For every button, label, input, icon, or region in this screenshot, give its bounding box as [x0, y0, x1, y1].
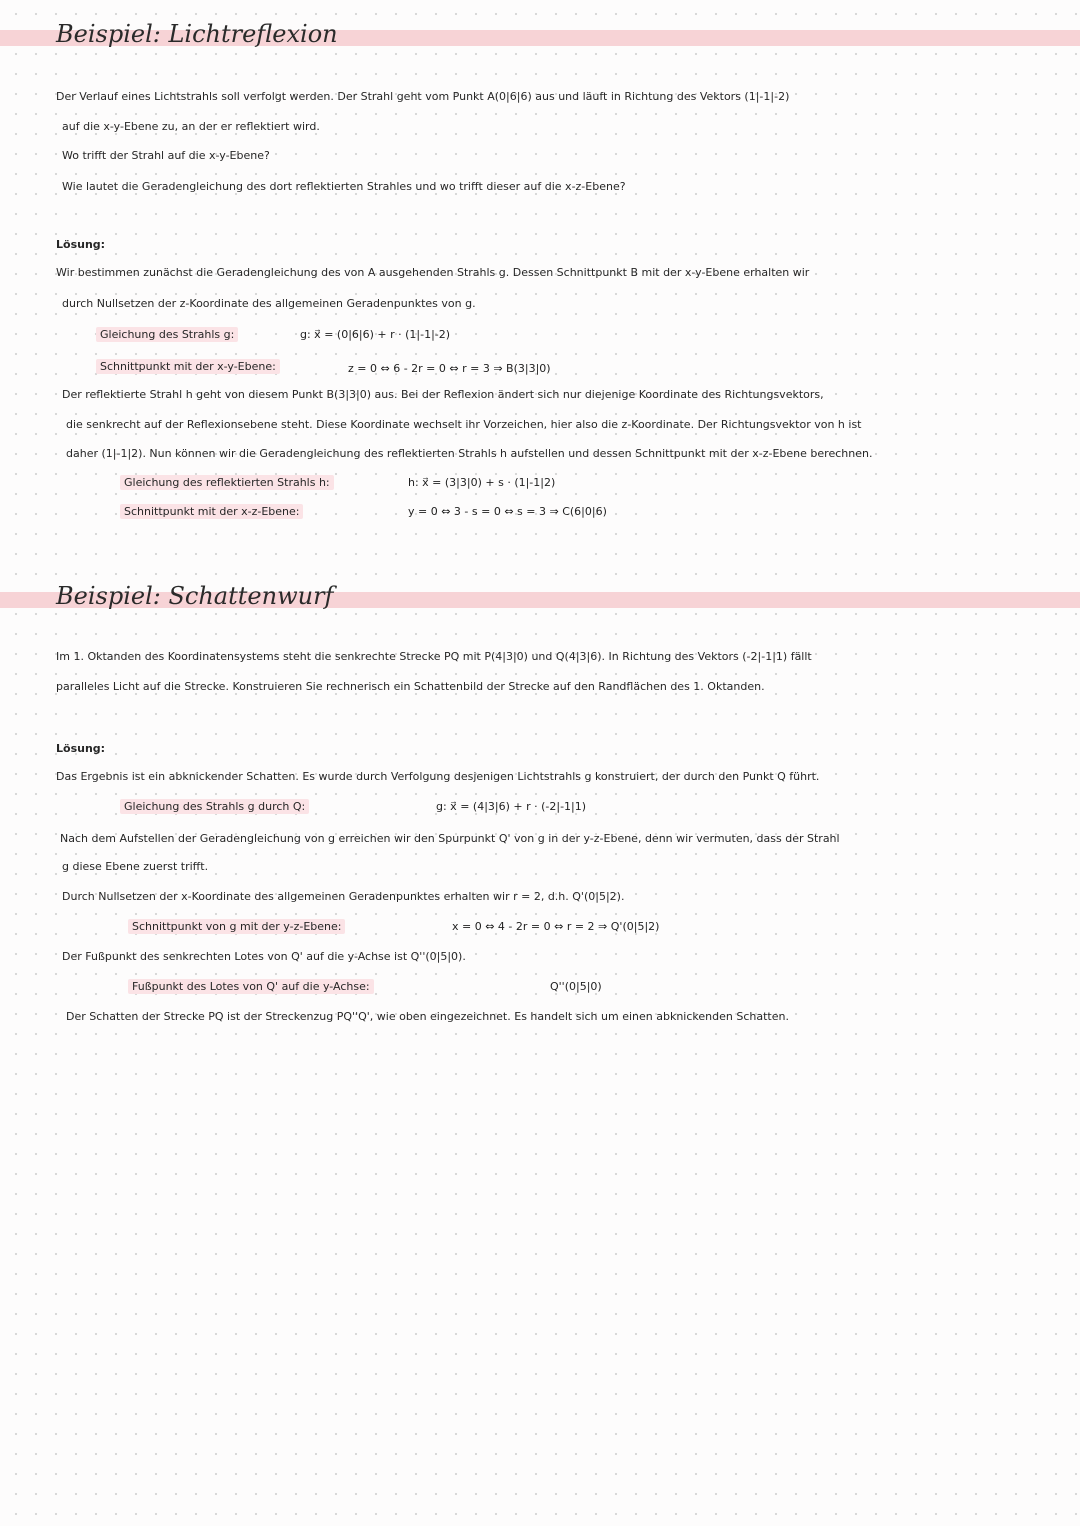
task-question: Wie lautet die Geradengleichung des dort reflektierten Strahles und wo trifft dieser auf die x-z-Ebene? — [62, 180, 626, 193]
intersection-label: Schnittpunkt mit der x-y-Ebene: — [96, 360, 280, 374]
solution-line: Der Fußpunkt des senkrechten Lotes von Q' auf die y-Achse ist Q''(0|5|0). — [62, 950, 466, 963]
task-question: Wo trifft der Strahl auf die x-y-Ebene? — [62, 149, 270, 162]
solution-line: durch Nullsetzen der z-Koordinate des allgemeinen Geradenpunktes von g. — [62, 297, 476, 310]
intersection-calc-yz: x = 0 ⇔ 4 - 2r = 0 ⇔ r = 2 ⇒ Q'(0|5|2) — [452, 920, 660, 933]
conclusion-line: Der Schatten der Strecke PQ ist der Streckenzug PQ''Q', wie oben eingezeichnet. Es handelt sich um einen abknickenden Schatten. — [66, 1010, 789, 1023]
solution-line: Wir bestimmen zunächst die Geradengleichung des von A ausgehenden Strahls g. Dessen Schnittpunkt B mit der x-y-Ebene erhalten wir — [56, 266, 810, 279]
solution-intro: Das Ergebnis ist ein abknickender Schatten. Es wurde durch Verfolgung desjenigen Lichtstrahls g konstruiert, der durch den Punkt Q führt. — [56, 770, 820, 783]
intersection-label-2: Schnittpunkt mit der x-z-Ebene: — [120, 505, 303, 519]
equation-label-h: Gleichung des reflektierten Strahls h: — [120, 476, 334, 490]
equation-h: h: x⃗ = (3|3|0) + s · (1|-1|2) — [408, 476, 556, 489]
solution-line: Nach dem Aufstellen der Geradengleichung von g erreichen wir den Spurpunkt Q' von g in der y-z-Ebene, denn wir vermuten, dass der Strahl — [60, 832, 840, 845]
solution-label: Lösung: — [56, 742, 106, 755]
section-title-schattenwurf: Beispiel: Schattenwurf — [56, 582, 334, 610]
intersection-calc-2: y = 0 ⇔ 3 - s = 0 ⇔ s = 3 ⇒ C(6|0|6) — [408, 505, 607, 518]
task-line: auf die x-y-Ebene zu, an der er reflektiert wird. — [62, 120, 320, 133]
equation-g: g: x⃗ = (0|6|6) + r · (1|-1|-2) — [300, 328, 451, 341]
task-line: Im 1. Oktanden des Koordinatensystems steht die senkrechte Strecke PQ mit P(4|3|0) und Q(4|3|6). In Richtung des Vektors (-2|-1|1) fällt — [56, 650, 812, 663]
equation-label-g2: Gleichung des Strahls g durch Q: — [120, 800, 309, 814]
solution-line: g diese Ebene zuerst trifft. — [62, 860, 209, 873]
foot-point: Q''(0|5|0) — [550, 980, 602, 993]
solution-line: Durch Nullsetzen der x-Koordinate des allgemeinen Geradenpunktes erhalten wir r = 2, d.h. Q'(0|5|2). — [62, 890, 625, 903]
foot-label: Fußpunkt des Lotes von Q' auf die y-Achse: — [128, 980, 374, 994]
solution-label: Lösung: — [56, 238, 106, 251]
task-line: Der Verlauf eines Lichtstrahls soll verfolgt werden. Der Strahl geht vom Punkt A(0|6|6) aus und läuft in Richtung des Vektors (1|-1|-2) — [56, 90, 790, 103]
intersection-calc: z = 0 ⇔ 6 - 2r = 0 ⇔ r = 3 ⇒ B(3|3|0) — [348, 362, 551, 375]
task-line: paralleles Licht auf die Strecke. Konstruieren Sie rechnerisch ein Schattenbild der Strecke auf den Randflächen des 1. Oktanden. — [56, 680, 765, 693]
equation-g2: g: x⃗ = (4|3|6) + r · (-2|-1|1) — [436, 800, 587, 813]
reflection-line: Der reflektierte Strahl h geht von diesem Punkt B(3|3|0) aus. Bei der Reflexion ändert sich nur diejenige Koordinate des Richtungsvektors, — [62, 388, 824, 401]
intersection-label-yz: Schnittpunkt von g mit der y-z-Ebene: — [128, 920, 345, 934]
reflection-line: die senkrecht auf der Reflexionsebene steht. Diese Koordinate wechselt ihr Vorzeichen, hier also die z-Koordinate. Der Richtungsvektor von h ist — [66, 418, 862, 431]
reflection-line: daher (1|-1|2). Nun können wir die Geradengleichung des reflektierten Strahls h aufstellen und dessen Schnittpunkt mit der x-z-Ebene berechnen. — [66, 447, 873, 460]
equation-label-g: Gleichung des Strahls g: — [96, 328, 238, 342]
section-title-lichtreflexion: Beispiel: Lichtreflexion — [56, 20, 338, 48]
